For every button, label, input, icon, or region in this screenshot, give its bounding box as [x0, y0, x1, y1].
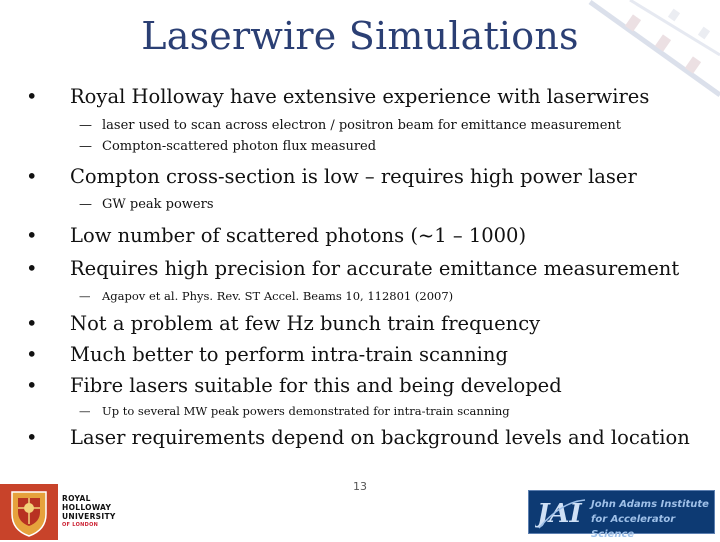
royal-holloway-logo [0, 480, 114, 540]
page-number: 13 [353, 480, 367, 493]
bullet-text: Requires high precision for accurate emittance measurement [70, 257, 680, 280]
dash-marker: — [79, 289, 91, 303]
dash-marker: — [79, 118, 92, 133]
dash-marker: — [79, 139, 92, 154]
sub-bullet-text: Compton-scattered photon flux measured [102, 139, 377, 154]
bullet-marker: • [26, 426, 38, 449]
rh-line: ROYAL [62, 494, 91, 503]
bullet-marker: • [26, 165, 38, 188]
bullet-marker: • [26, 312, 38, 335]
bullet-text: Laser requirements depend on background levels and location [70, 426, 690, 449]
jai-logo [528, 490, 715, 540]
royal-holloway-wordmark [62, 494, 116, 530]
bullet-text: Low number of scattered photons (~1 – 1000) [70, 224, 527, 247]
jai-line: for Accelerator Science [591, 514, 676, 540]
sub-bullet-text: Up to several MW peak powers demonstrated for intra-train scanning [102, 404, 510, 418]
bullet-marker: • [26, 343, 38, 366]
bullet-text: Fibre lasers suitable for this and being developed [70, 374, 562, 397]
dash-marker: — [79, 197, 92, 212]
svg-text:JAI: JAI [537, 499, 582, 529]
bullet-marker: • [26, 257, 38, 280]
jai-mark-icon [535, 494, 587, 532]
jai-line: John Adams Institute [591, 499, 709, 510]
dash-marker: — [79, 404, 91, 418]
bullet-text: Compton cross-section is low – requires high power laser [70, 165, 637, 188]
rh-line: UNIVERSITY [62, 512, 116, 521]
bullet-marker: • [26, 224, 38, 247]
bullet-text: Royal Holloway have extensive experience with laserwires [70, 85, 650, 108]
bullet-text: Much better to perform intra-train scanning [70, 343, 508, 366]
slide-title: Laserwire Simulations [141, 14, 579, 58]
bullet-marker: • [26, 85, 38, 108]
rh-line: OF LONDON [62, 522, 99, 528]
jai-wordmark [591, 497, 714, 542]
bullet-marker: • [26, 374, 38, 397]
bullet-text: Not a problem at few Hz bunch train frequency [70, 312, 541, 335]
rh-line: HOLLOWAY [62, 503, 112, 512]
royal-holloway-crest-icon [0, 484, 58, 540]
sub-bullet-text: laser used to scan across electron / positron beam for emittance measurement [102, 118, 622, 133]
sub-bullet-text: GW peak powers [102, 197, 214, 212]
sub-bullet-text: Agapov et al. Phys. Rev. ST Accel. Beams 10, 112801 (2007) [102, 289, 454, 303]
